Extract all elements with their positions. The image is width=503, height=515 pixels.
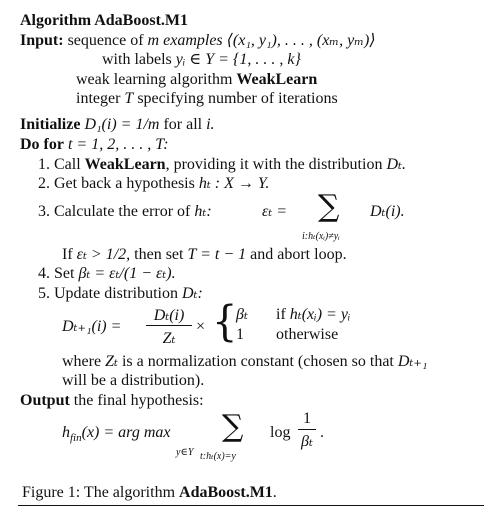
figure-caption bbox=[22, 484, 277, 502]
input-line-3 bbox=[76, 71, 317, 89]
do-for-label: Do for bbox=[20, 136, 64, 153]
output-frac-den: βₜ bbox=[301, 433, 313, 450]
step-5-frac-num: Dₜ(i) bbox=[153, 307, 185, 324]
step-3-text: Calculate the error of bbox=[54, 203, 191, 220]
step-5-case1-math: hₜ(xᵢ) = yᵢ bbox=[289, 306, 351, 323]
output-frac-num: 1 bbox=[303, 410, 311, 427]
initialize-var: i. bbox=[206, 116, 215, 133]
output-label: Output bbox=[20, 392, 70, 409]
step-5-num: 5. bbox=[38, 285, 50, 302]
bottom-rule bbox=[18, 505, 484, 506]
step-5-times: × bbox=[196, 318, 206, 335]
do-for-line bbox=[20, 136, 169, 154]
input-seq-text: sequence of bbox=[67, 32, 144, 49]
output-period: . bbox=[320, 424, 324, 441]
step-5-where-1: where bbox=[62, 353, 102, 370]
step-5-where-Z: Zₜ bbox=[105, 353, 118, 370]
input-integer-T: T bbox=[124, 90, 134, 107]
step-3b-text2: then set bbox=[134, 246, 184, 263]
step-3-term: Dₜ(i). bbox=[370, 203, 405, 220]
step-1 bbox=[38, 156, 406, 174]
step-4-math: βₜ = εₜ/(1 − εₜ). bbox=[78, 265, 176, 282]
step-2 bbox=[38, 175, 269, 193]
step-3b-text3: and abort loop. bbox=[250, 246, 347, 263]
output-lhs bbox=[62, 424, 170, 447]
step-5-text: Update distribution bbox=[54, 285, 178, 302]
step-5-math: Dₜ: bbox=[181, 285, 203, 302]
step-5-where-3: will be a distribution). bbox=[62, 372, 205, 389]
input-label: Input: bbox=[20, 32, 64, 49]
step-2-num: 2. bbox=[38, 175, 50, 192]
step-4-num: 4. bbox=[38, 265, 50, 282]
input-line-2 bbox=[102, 51, 301, 69]
step-1-math: Dₜ. bbox=[386, 156, 406, 173]
step-1-text: Call bbox=[54, 156, 81, 173]
initialize-label: Initialize bbox=[20, 116, 81, 133]
step-3-h: hₜ: bbox=[194, 203, 212, 220]
output-sigma: ∑ bbox=[222, 409, 244, 444]
input-line-1 bbox=[20, 32, 376, 50]
input-seq-rest: examples ⟨(x₁, y₁), . . . , (xₘ, yₘ)⟩ bbox=[163, 32, 376, 49]
step-1-num: 1. bbox=[38, 156, 50, 173]
initialize-math: D₁(i) = 1/m bbox=[84, 116, 160, 133]
step-5 bbox=[38, 285, 203, 303]
input-line-4 bbox=[76, 90, 338, 108]
step-1-rest: , providing it with the distribution bbox=[165, 156, 383, 173]
input-integer-text: integer bbox=[76, 90, 121, 107]
step-2-math: hₜ : X → Y. bbox=[198, 175, 270, 192]
caption-prefix: Figure 1: The algorithm bbox=[22, 484, 176, 501]
step-4 bbox=[38, 265, 176, 283]
step-5-where-2: is a normalization constant (chosen so that bbox=[121, 353, 394, 370]
initialize-rest: for all bbox=[163, 116, 203, 133]
step-5-case1-val: βₜ bbox=[236, 306, 248, 323]
step-5-where-D: Dₜ₊₁ bbox=[397, 353, 428, 370]
output-line bbox=[20, 392, 204, 410]
algorithm-title: Algorithm AdaBoost.M1 bbox=[20, 12, 188, 29]
step-3b-math2: T = t − 1 bbox=[187, 246, 247, 263]
caption-suffix: . bbox=[272, 484, 277, 501]
caption-name: AdaBoost.M1 bbox=[179, 484, 273, 501]
step-5-case1-if: if bbox=[276, 306, 286, 323]
output-arg: (x) = arg max bbox=[81, 424, 171, 441]
initialize-line bbox=[20, 116, 215, 134]
step-5-frac-bar bbox=[146, 325, 192, 326]
step-3b-math: εₜ > 1/2, bbox=[76, 246, 131, 263]
output-under-max: y∈Y bbox=[176, 447, 194, 458]
do-for-math: t = 1, 2, . . . , T: bbox=[67, 136, 169, 153]
input-labels-text: with labels bbox=[102, 51, 172, 68]
output-log: log bbox=[270, 424, 291, 441]
step-4-text: Set bbox=[54, 265, 75, 282]
step-3b-text1: If bbox=[62, 246, 73, 263]
input-labels-math: yᵢ ∈ Y = {1, . . . , k} bbox=[175, 51, 301, 68]
step-3-under: i:hₜ(xᵢ)≠yᵢ bbox=[302, 231, 340, 242]
step-1-name: WeakLearn bbox=[84, 156, 166, 173]
step-5-case2-cond: otherwise bbox=[276, 326, 339, 343]
step-3-sigma: ∑ bbox=[318, 189, 340, 224]
input-integer-rest: specifying number of iterations bbox=[137, 90, 338, 107]
step-5-case2-val: 1 bbox=[236, 326, 244, 343]
input-weak-name: WeakLearn bbox=[236, 71, 318, 88]
step-5-case1-cond bbox=[276, 306, 350, 324]
step-5-frac-den: Zₜ bbox=[162, 330, 176, 347]
output-rest: the final hypothesis: bbox=[73, 392, 204, 409]
step-5-lhs: Dₜ₊₁(i) = bbox=[62, 318, 122, 335]
output-h-sub: fin bbox=[70, 432, 82, 444]
output-h: h bbox=[62, 424, 70, 441]
step-3-num: 3. bbox=[38, 203, 50, 220]
input-weak-text: weak learning algorithm bbox=[76, 71, 233, 88]
step-2-text: Get back a hypothesis bbox=[54, 175, 195, 192]
output-frac-bar bbox=[298, 429, 316, 430]
output-under-sigma: t:hₜ(x)=y bbox=[200, 451, 236, 462]
step-3 bbox=[38, 203, 212, 221]
input-seq-m: m bbox=[147, 32, 160, 49]
step-5-brace: { bbox=[212, 297, 238, 347]
step-3-eps: εₜ = bbox=[262, 203, 288, 220]
step-5-where bbox=[62, 353, 427, 371]
step-3b bbox=[62, 246, 347, 264]
